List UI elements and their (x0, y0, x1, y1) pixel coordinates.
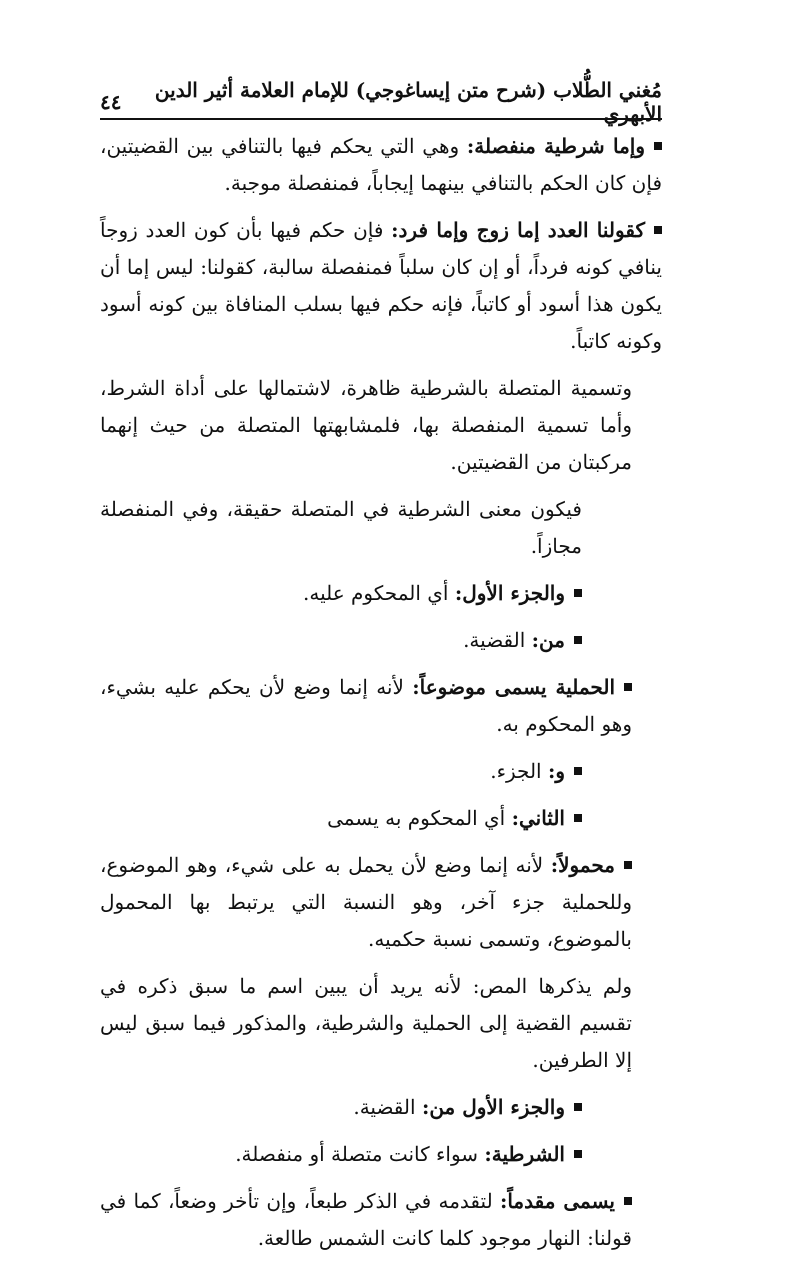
keyword: محمولاً: (550, 853, 615, 877)
paragraph-text: القضية. (463, 628, 532, 652)
paragraph (100, 622, 662, 659)
paragraph (100, 575, 662, 612)
header-rule (100, 118, 662, 120)
paragraph (100, 753, 662, 790)
paragraph-text: لأنه إنما وضع لأن يحمل به على شيء، وهو الموضوع، وللحملية جزء آخر، وهو النسبة التي يرتبط بها المحمول بالموضوع، وتسمى نسبة حكميه. (100, 853, 632, 951)
paragraph (100, 1089, 662, 1126)
keyword: والجزء الأول من: (421, 1095, 565, 1119)
keyword: الثاني: (511, 806, 565, 830)
paragraph-text: الجزء. (490, 759, 548, 783)
keyword: وإما شرطية منفصلة: (466, 134, 646, 158)
paragraph-text: لأنه إنما وضع لأن يحكم عليه بشيء، وهو المحكوم به. (100, 675, 632, 736)
square-bullet-icon (624, 1197, 632, 1205)
square-bullet-icon (574, 1150, 582, 1158)
paragraph-text: سواء كانت متصلة أو منفصلة. (235, 1142, 485, 1166)
paragraph (100, 491, 662, 565)
paragraph (100, 1183, 662, 1257)
square-bullet-icon (574, 636, 582, 644)
keyword: والجزء الأول: (454, 581, 565, 605)
paragraph-text: أي المحكوم عليه. (303, 581, 455, 605)
page-body (100, 128, 662, 1267)
square-bullet-icon (654, 142, 662, 150)
keyword: كقولنا العدد إما زوج وإما فرد: (391, 218, 645, 242)
paragraph (100, 212, 662, 360)
square-bullet-icon (654, 226, 662, 234)
paragraph-text: وتسمية المتصلة بالشرطية ظاهرة، لاشتمالها على أداة الشرط، وأما تسمية المنفصلة بها، فلمشابهتها المتصلة من حيث إنهما مركبتان من القضيتين. (100, 376, 632, 474)
page-number: ٤٤ (100, 90, 122, 114)
keyword: الحملية يسمى موضوعاً: (412, 675, 615, 699)
keyword: الشرطية: (484, 1142, 565, 1166)
keyword: و: (547, 759, 565, 783)
square-bullet-icon (574, 1103, 582, 1111)
paragraph (100, 1136, 662, 1173)
paragraph-text: فإن حكم فيها بأن كون العدد زوجاً ينافي كونه فرداً، أو إن كان سلباً فمنفصلة سالبة، كقولنا: ليس إما أن يكون هذا أسود أو كاتباً، فإنه حكم فيها بسلب المنافاة بين كونه أسود وكونه كاتباً. (100, 218, 662, 353)
paragraph-text: القضية. (353, 1095, 422, 1119)
paragraph-text: ولم يذكرها المص: لأنه يريد أن يبين اسم ما سبق ذكره في تقسيم القضية إلى الحملية والشرطية، والمذكور فيما سبق ليس إلا الطرفين. (100, 974, 632, 1072)
paragraph (100, 370, 662, 481)
keyword: يسمى مقدماً: (499, 1189, 615, 1213)
paragraph-text: فيكون معنى الشرطية في المتصلة حقيقة، وفي المنفصلة مجازاً. (100, 497, 582, 558)
square-bullet-icon (624, 861, 632, 869)
square-bullet-icon (624, 683, 632, 691)
paragraph-text: وهي التي يحكم فيها بالتنافي بين القضيتين، فإن كان الحكم بالتنافي بينهما إيجاباً، فمنفصلة موجبة. (100, 134, 662, 195)
paragraph (100, 128, 662, 202)
square-bullet-icon (574, 767, 582, 775)
paragraph-text: أي المحكوم به يسمى (327, 806, 512, 830)
paragraph-text: لتقدمه في الذكر طبعاً، وإن تأخر وضعاً، كما في قولنا: النهار موجود كلما كانت الشمس طالعة. (100, 1189, 632, 1250)
paragraph (100, 847, 662, 958)
paragraph (100, 669, 662, 743)
running-title: مُغني الطُّلاب (شرح متن إيساغوجي) للإمام العلامة أثير الدين الأبهري (154, 78, 662, 126)
square-bullet-icon (574, 814, 582, 822)
square-bullet-icon (574, 589, 582, 597)
keyword: من: (531, 628, 565, 652)
paragraph (100, 968, 662, 1079)
paragraph (100, 800, 662, 837)
